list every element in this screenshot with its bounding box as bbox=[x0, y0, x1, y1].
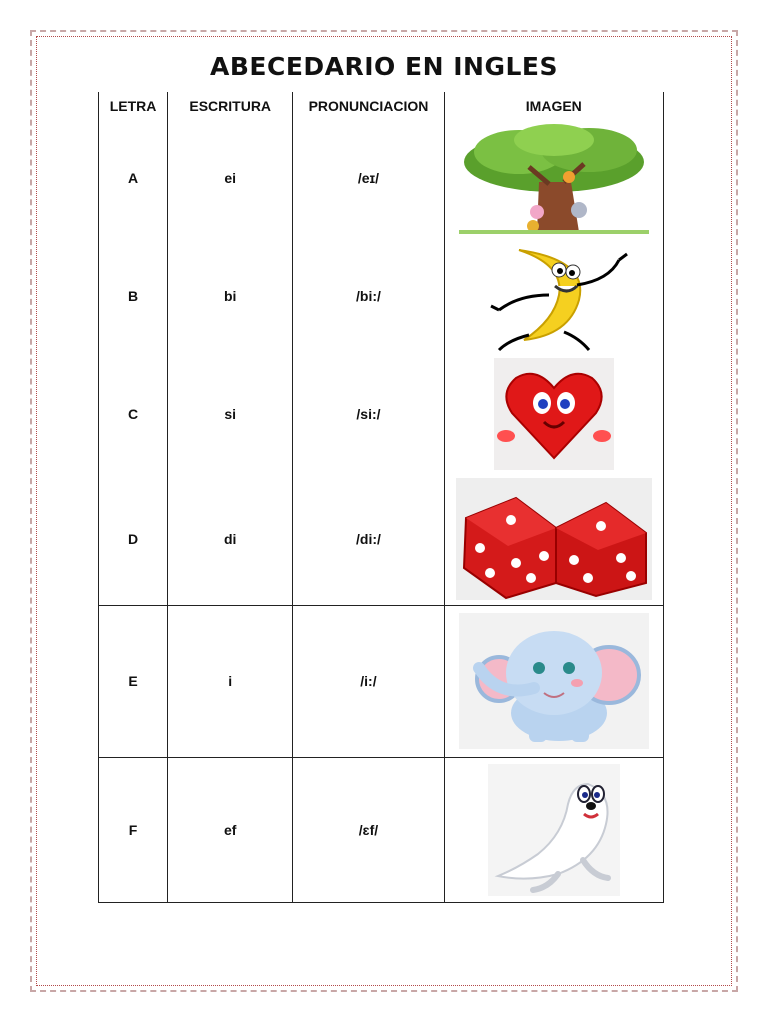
image-cell bbox=[444, 473, 663, 605]
letter-cell: D bbox=[99, 473, 168, 605]
table-row bbox=[99, 605, 664, 757]
header-escritura: ESCRITURA bbox=[168, 92, 293, 119]
table-row bbox=[99, 119, 664, 237]
table-row bbox=[99, 355, 664, 473]
pronunciation-cell: /bi:/ bbox=[293, 237, 444, 355]
image-cell bbox=[444, 119, 663, 237]
header-letra: LETRA bbox=[99, 92, 168, 119]
table-header bbox=[99, 92, 664, 119]
alphabet-table bbox=[98, 92, 664, 903]
page-title: ABECEDARIO EN INGLES bbox=[210, 52, 558, 81]
letter-cell: C bbox=[99, 355, 168, 473]
header-pronunciacion: PRONUNCIACION bbox=[293, 92, 444, 119]
letter-cell: F bbox=[99, 757, 168, 902]
image-cell bbox=[444, 355, 663, 473]
heart-character-image bbox=[494, 358, 614, 470]
pronunciation-cell: /ɛf/ bbox=[293, 757, 444, 902]
writing-cell: bi bbox=[168, 237, 293, 355]
pronunciation-cell: /eɪ/ bbox=[293, 119, 444, 237]
tree-with-animals-image bbox=[459, 122, 649, 234]
letter-cell: E bbox=[99, 605, 168, 757]
dancing-banana-image bbox=[459, 240, 649, 352]
header-imagen: IMAGEN bbox=[444, 92, 663, 119]
pronunciation-cell: /di:/ bbox=[293, 473, 444, 605]
writing-cell: ef bbox=[168, 757, 293, 902]
writing-cell: si bbox=[168, 355, 293, 473]
pronunciation-cell: /si:/ bbox=[293, 355, 444, 473]
baby-elephant-image bbox=[459, 613, 649, 749]
pronunciation-cell: /i:/ bbox=[293, 605, 444, 757]
red-dice-image bbox=[456, 478, 652, 600]
letter-cell: A bbox=[99, 119, 168, 237]
writing-cell: di bbox=[168, 473, 293, 605]
image-cell bbox=[444, 605, 663, 757]
white-seal-image bbox=[488, 764, 620, 896]
writing-cell: i bbox=[168, 605, 293, 757]
letter-cell: B bbox=[99, 237, 168, 355]
table-row bbox=[99, 237, 664, 355]
table-row bbox=[99, 757, 664, 902]
table-row bbox=[99, 473, 664, 605]
image-cell bbox=[444, 757, 663, 902]
writing-cell: ei bbox=[168, 119, 293, 237]
image-cell bbox=[444, 237, 663, 355]
